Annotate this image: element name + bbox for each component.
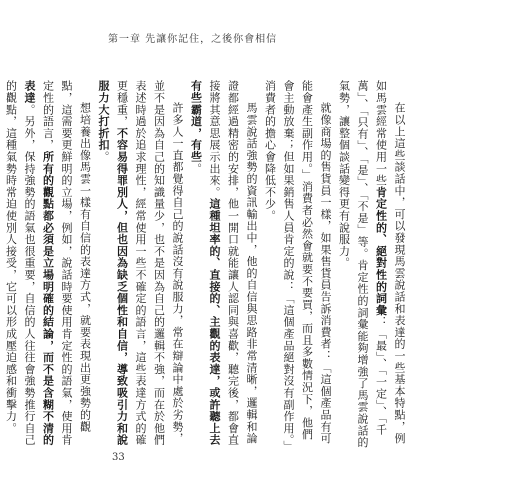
running-header: 第一章 先讓你記住，之後你會相信 (108, 34, 278, 45)
bold-phrase: 所有的觀點都必須是立場明確的結論，而不是含糊不清的表達 (23, 80, 55, 446)
vertical-body-text (4, 80, 408, 452)
paragraph: 在以上這些談話中，可以發現馬雲說話和表達的一些基本特點，例如馬雲經常使用一些肯定性的、絕對性的詞彙：「最」、「一定」、「千萬」、「只有」、「是」、「不是」等。肯定性的詞彙能夠增強了馬雲說話的氣勢，讓整個談話變得更有說服力。 (337, 80, 406, 449)
bold-phrase: 這種坦率的、直接的、主觀的表達，或許聽上去有些霸道，有些 (189, 80, 221, 446)
bold-phrase: 不容易得罪別人，但也因為缺乏個性和自信，導致吸引力和說服力大打折扣 (97, 80, 129, 446)
paragraph: 馬雲說話強勢的資訊輸出中，他的自信與思路非常清晰，邏輯和論證都經過精密的安排，他一開口就能讓人認同與喜歡，聽完後，都會直接將其意思展示出來。這種坦率的、直接的、主觀的表達，或許聽上去有些霸道，有些。 (189, 80, 258, 446)
page-number: 33 (112, 452, 125, 463)
paragraph: 就像商場的售貨員一樣，如果售貨員告訴消費者：「這個產品有可能會產生副作用。」消費者必然會就要不要買，而且多數情況下，他們會主動放棄；但如果銷售人員肯定的說：「這個產品絕對沒有副作用。」消費者的擔心會降低不少。 (263, 80, 332, 447)
paragraph: 許多人一直都覺得自己的說話沒有說服力，常在辯論中處於劣勢，並不是因為自己的知識量少，也不是因為自己的邏輯不強，而在於他們表述時過於追求理性，經常使用一些不確定的語言，這些表達方式的確更穩重，不容易得罪別人，但也因為缺乏個性和自信，導致吸引力和說服力大打折扣。 (97, 80, 184, 446)
bold-phrase: 肯定性的、絕對性的詞彙 (374, 186, 388, 317)
paragraph: 想培養出像馬雲一樣有自信的表達方式，就要表現出更強勢的觀點，這需要更鮮明的立場，例如，說話時要使用肯定性的語氣，使用肯定性的語言，所有的觀點都必須是立場明確的結論，而不是含糊不清的表達。另外，保持強勢的語氣也很重要，自信的人往往會強勢推行自己的觀點，這種氣勢時常迫使別人接受，它可以形成壓迫感和衝擊力。 (4, 80, 92, 446)
paragraph (0, 80, 1, 452)
